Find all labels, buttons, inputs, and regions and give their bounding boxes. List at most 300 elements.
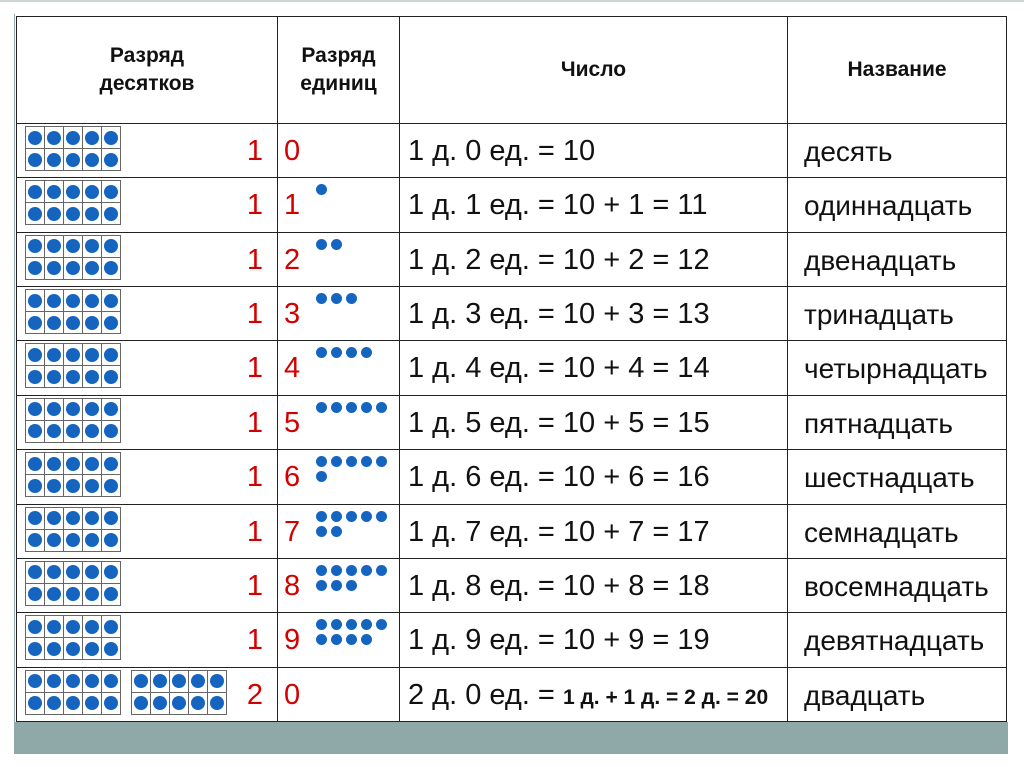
ten-dot bbox=[47, 185, 61, 199]
units-digit: 9 bbox=[284, 624, 301, 657]
header-row bbox=[17, 17, 1007, 124]
ten-dot bbox=[104, 696, 118, 710]
number-expression bbox=[408, 406, 710, 439]
ten-dot bbox=[85, 402, 99, 416]
ten-dot bbox=[85, 674, 99, 688]
table-row bbox=[17, 341, 1007, 395]
ten-dot bbox=[28, 674, 42, 688]
tens-digit: 1 bbox=[246, 135, 263, 167]
unit-dot bbox=[331, 347, 342, 358]
unit-dot bbox=[316, 184, 327, 195]
ten-dot bbox=[85, 457, 99, 471]
number-cell bbox=[400, 613, 788, 667]
units-digit: 8 bbox=[284, 569, 301, 602]
ten-dot bbox=[28, 642, 42, 656]
tens-digit: 1 bbox=[246, 298, 263, 331]
header-units: Разряд единиц bbox=[278, 17, 400, 124]
units-digit: 6 bbox=[284, 461, 301, 494]
ten-dot bbox=[85, 131, 99, 145]
unit-dot-group bbox=[316, 456, 389, 486]
ten-dot bbox=[85, 261, 99, 275]
unit-dot bbox=[361, 511, 372, 522]
name-cell bbox=[788, 124, 1007, 178]
ten-dot bbox=[28, 316, 42, 330]
unit-dot bbox=[331, 634, 342, 645]
unit-dot bbox=[361, 619, 372, 630]
unit-dot bbox=[316, 526, 327, 537]
ten-dot bbox=[47, 533, 61, 547]
ten-dot bbox=[47, 402, 61, 416]
left-divider bbox=[14, 14, 15, 722]
unit-dot bbox=[316, 347, 327, 358]
ten-dot-group bbox=[25, 507, 121, 552]
ten-dot bbox=[134, 674, 148, 688]
expression-text: 1 д. 9 ед. = 10 + 9 = 19 bbox=[408, 624, 710, 657]
ten-dot bbox=[28, 424, 42, 438]
numbers-table bbox=[16, 16, 1007, 722]
unit-dot bbox=[316, 239, 327, 250]
number-expression bbox=[408, 137, 595, 166]
ten-dot-group bbox=[25, 452, 121, 497]
number-name: девятнадцать bbox=[804, 625, 985, 657]
ten-dot bbox=[210, 696, 224, 710]
ten-dot bbox=[28, 207, 42, 221]
number-name: пятнадцать bbox=[804, 407, 953, 439]
number-cell bbox=[400, 124, 788, 178]
unit-dot bbox=[346, 293, 357, 304]
number-expression bbox=[408, 354, 710, 383]
ten-dot bbox=[104, 131, 118, 145]
units-cell bbox=[278, 613, 400, 667]
ten-dot bbox=[134, 696, 148, 710]
ten-dot bbox=[66, 131, 80, 145]
number-cell bbox=[400, 395, 788, 449]
ten-dot bbox=[85, 479, 99, 493]
ten-dot-group bbox=[25, 561, 121, 606]
ten-dot bbox=[104, 370, 118, 384]
ten-dot bbox=[28, 479, 42, 493]
tens-digit: 2 bbox=[246, 678, 263, 711]
ten-dot bbox=[191, 674, 205, 688]
units-cell bbox=[278, 341, 400, 395]
ten-dot bbox=[47, 457, 61, 471]
tens-cell bbox=[17, 287, 278, 341]
ten-dot bbox=[85, 587, 99, 601]
ten-dot bbox=[47, 153, 61, 167]
name-cell bbox=[788, 178, 1007, 232]
unit-dot-group bbox=[316, 511, 389, 541]
ten-dot bbox=[66, 587, 80, 601]
ten-dot bbox=[28, 457, 42, 471]
tens-digit: 1 bbox=[246, 406, 263, 439]
number-name: восемнадцать bbox=[804, 570, 989, 602]
table-row bbox=[17, 124, 1007, 178]
table-row bbox=[17, 178, 1007, 232]
ten-dot bbox=[47, 674, 61, 688]
tens-digit: 1 bbox=[246, 352, 263, 385]
ten-dot bbox=[66, 316, 80, 330]
tens-digit: 1 bbox=[246, 461, 263, 494]
ten-dot bbox=[28, 239, 42, 253]
number-expression bbox=[408, 569, 710, 602]
number-cell bbox=[400, 341, 788, 395]
ten-dot bbox=[47, 587, 61, 601]
number-cell bbox=[400, 504, 788, 558]
unit-dot bbox=[331, 239, 342, 250]
number-name: одиннадцать bbox=[804, 190, 973, 222]
expression-text: 1 д. 8 ед. = 10 + 8 = 18 bbox=[408, 569, 710, 602]
ten-dot bbox=[104, 642, 118, 656]
ten-dot bbox=[28, 370, 42, 384]
ten-dot-group bbox=[25, 126, 121, 171]
ten-dot bbox=[104, 239, 118, 253]
units-cell bbox=[278, 395, 400, 449]
ten-dot bbox=[66, 479, 80, 493]
ten-dot bbox=[47, 370, 61, 384]
unit-dot bbox=[346, 402, 357, 413]
ten-dot bbox=[47, 479, 61, 493]
units-cell bbox=[278, 558, 400, 612]
ten-dot bbox=[85, 642, 99, 656]
unit-dot bbox=[361, 456, 372, 467]
unit-dot bbox=[361, 634, 372, 645]
name-cell bbox=[788, 558, 1007, 612]
ten-dot bbox=[28, 153, 42, 167]
ten-dot bbox=[47, 316, 61, 330]
ten-dot bbox=[66, 239, 80, 253]
units-cell bbox=[278, 232, 400, 286]
tens-cell bbox=[17, 395, 278, 449]
units-digit: 0 bbox=[284, 678, 301, 711]
ten-dot bbox=[104, 316, 118, 330]
ten-dot bbox=[66, 424, 80, 438]
ten-dot bbox=[28, 348, 42, 362]
units-digit: 5 bbox=[284, 406, 301, 439]
table-row bbox=[17, 395, 1007, 449]
table-row bbox=[17, 450, 1007, 504]
ten-dot bbox=[104, 511, 118, 525]
unit-dot bbox=[331, 293, 342, 304]
unit-dot bbox=[316, 565, 327, 576]
tens-cell bbox=[17, 504, 278, 558]
ten-dot bbox=[104, 533, 118, 547]
ten-dot bbox=[85, 348, 99, 362]
ten-dot bbox=[47, 131, 61, 145]
tens-cell bbox=[17, 178, 278, 232]
name-cell bbox=[788, 232, 1007, 286]
ten-dot bbox=[85, 424, 99, 438]
tens-cell bbox=[17, 613, 278, 667]
number-cell bbox=[400, 450, 788, 504]
number-expression bbox=[408, 678, 769, 711]
ten-dot bbox=[153, 674, 167, 688]
unit-dot bbox=[376, 456, 387, 467]
ten-dot-group bbox=[25, 343, 121, 388]
ten-dot bbox=[85, 239, 99, 253]
unit-dot bbox=[346, 565, 357, 576]
unit-dot bbox=[346, 456, 357, 467]
unit-dot bbox=[331, 511, 342, 522]
number-name: четырнадцать bbox=[804, 353, 988, 385]
expression-extra: 1 д. + 1 д. = 2 д. = 20 bbox=[562, 685, 769, 709]
expression-text: 1 д. 3 ед. = 10 + 3 = 13 bbox=[408, 298, 710, 331]
ten-dot bbox=[66, 642, 80, 656]
ten-dot bbox=[47, 642, 61, 656]
ten-dot bbox=[85, 207, 99, 221]
unit-dot bbox=[331, 526, 342, 537]
tens-digit: 1 bbox=[246, 569, 263, 602]
ten-dot bbox=[104, 620, 118, 634]
ten-dot bbox=[104, 348, 118, 362]
expression-text: 1 д. 7 ед. = 10 + 7 = 17 bbox=[408, 515, 710, 548]
units-digit: 1 bbox=[284, 189, 301, 222]
unit-dot bbox=[361, 402, 372, 413]
ten-dot bbox=[85, 316, 99, 330]
number-expression bbox=[408, 300, 710, 329]
ten-dot bbox=[85, 511, 99, 525]
unit-dot bbox=[316, 634, 327, 645]
unit-dot bbox=[361, 347, 372, 358]
ten-dot bbox=[104, 424, 118, 438]
ten-dot-group bbox=[25, 180, 121, 225]
tens-digit: 1 bbox=[246, 243, 263, 276]
unit-dot-group bbox=[316, 239, 389, 254]
unit-dot-group bbox=[316, 565, 389, 595]
unit-dot bbox=[331, 580, 342, 591]
top-divider bbox=[0, 0, 1024, 2]
ten-dot bbox=[47, 511, 61, 525]
ten-dot bbox=[66, 565, 80, 579]
units-digit: 3 bbox=[284, 298, 301, 331]
unit-dot bbox=[346, 347, 357, 358]
ten-dot bbox=[66, 620, 80, 634]
ten-dot bbox=[28, 533, 42, 547]
ten-dot bbox=[104, 402, 118, 416]
tens-digit: 1 bbox=[246, 189, 263, 222]
ten-dot-group bbox=[25, 670, 121, 715]
tens-cell bbox=[17, 341, 278, 395]
header-number: Число bbox=[400, 17, 788, 124]
units-digit: 2 bbox=[284, 243, 301, 276]
tens-cell bbox=[17, 558, 278, 612]
tens-cell bbox=[17, 124, 278, 178]
ten-dot bbox=[104, 565, 118, 579]
ten-dot bbox=[28, 185, 42, 199]
unit-dot bbox=[331, 456, 342, 467]
ten-dot bbox=[85, 294, 99, 308]
unit-dot-group bbox=[316, 619, 389, 649]
expression-text: 1 д. 5 ед. = 10 + 5 = 15 bbox=[408, 406, 710, 439]
ten-dot bbox=[66, 294, 80, 308]
bottom-band bbox=[14, 722, 1008, 754]
ten-dot bbox=[47, 565, 61, 579]
ten-dot bbox=[191, 696, 205, 710]
unit-dot bbox=[346, 580, 357, 591]
ten-dot-group bbox=[131, 670, 227, 715]
ten-dot bbox=[47, 261, 61, 275]
units-cell bbox=[278, 178, 400, 232]
ten-dot bbox=[66, 153, 80, 167]
unit-dot bbox=[316, 619, 327, 630]
ten-dot bbox=[28, 261, 42, 275]
number-expression bbox=[408, 243, 710, 276]
ten-dot bbox=[172, 696, 186, 710]
ten-dot bbox=[66, 261, 80, 275]
ten-dot-group bbox=[25, 289, 121, 334]
ten-dot bbox=[66, 370, 80, 384]
header-tens: Разряд десятков bbox=[17, 17, 278, 124]
ten-dot bbox=[104, 457, 118, 471]
number-name: двенадцать bbox=[804, 244, 957, 276]
number-name: двадцать bbox=[804, 679, 926, 711]
tens-digit: 1 bbox=[246, 515, 263, 548]
ten-dot bbox=[66, 674, 80, 688]
ten-dot bbox=[28, 131, 42, 145]
table-row bbox=[17, 667, 1007, 721]
table-body bbox=[17, 124, 1007, 722]
name-cell bbox=[788, 450, 1007, 504]
tens-cell bbox=[17, 232, 278, 286]
unit-dot bbox=[376, 511, 387, 522]
name-cell bbox=[788, 341, 1007, 395]
ten-dot bbox=[104, 674, 118, 688]
name-cell bbox=[788, 287, 1007, 341]
name-cell bbox=[788, 504, 1007, 558]
unit-dot bbox=[316, 402, 327, 413]
ten-dot bbox=[47, 207, 61, 221]
ten-dot bbox=[85, 565, 99, 579]
table-row bbox=[17, 558, 1007, 612]
ten-dot bbox=[104, 587, 118, 601]
ten-dot-group bbox=[25, 235, 121, 280]
number-expression bbox=[408, 515, 710, 548]
ten-dot bbox=[28, 696, 42, 710]
number-expression bbox=[408, 463, 710, 492]
ten-dot bbox=[104, 261, 118, 275]
unit-dot bbox=[346, 634, 357, 645]
units-cell bbox=[278, 504, 400, 558]
unit-dot bbox=[346, 511, 357, 522]
ten-dot bbox=[85, 153, 99, 167]
ten-dot bbox=[104, 207, 118, 221]
ten-dot bbox=[104, 153, 118, 167]
ten-dot bbox=[66, 511, 80, 525]
ten-dot bbox=[28, 620, 42, 634]
unit-dot bbox=[316, 580, 327, 591]
ten-dot bbox=[66, 696, 80, 710]
units-digit: 7 bbox=[284, 515, 301, 548]
number-cell bbox=[400, 178, 788, 232]
unit-dot bbox=[376, 619, 387, 630]
ten-dot bbox=[66, 533, 80, 547]
number-expression bbox=[408, 626, 710, 655]
number-name: тринадцать bbox=[804, 299, 954, 331]
number-name: семнадцать bbox=[804, 516, 959, 548]
ten-dot bbox=[28, 511, 42, 525]
ten-dot bbox=[28, 402, 42, 416]
ten-dot bbox=[28, 587, 42, 601]
number-cell bbox=[400, 558, 788, 612]
ten-dot bbox=[47, 294, 61, 308]
ten-dot bbox=[66, 185, 80, 199]
units-cell bbox=[278, 667, 400, 721]
ten-dot bbox=[66, 457, 80, 471]
ten-dot bbox=[210, 674, 224, 688]
ten-dot bbox=[66, 348, 80, 362]
name-cell bbox=[788, 667, 1007, 721]
units-cell bbox=[278, 450, 400, 504]
expression-text: 1 д. 6 ед. = 10 + 6 = 16 bbox=[408, 461, 710, 494]
number-expression bbox=[408, 191, 708, 220]
expression-text: 1 д. 1 ед. = 10 + 1 = 11 bbox=[408, 189, 708, 222]
unit-dot-group bbox=[316, 184, 389, 199]
table-row bbox=[17, 287, 1007, 341]
ten-dot bbox=[47, 424, 61, 438]
table-row bbox=[17, 613, 1007, 667]
ten-dot bbox=[85, 185, 99, 199]
unit-dot bbox=[376, 402, 387, 413]
expression-text: 2 д. 0 ед. = bbox=[408, 678, 563, 711]
ten-dot bbox=[104, 479, 118, 493]
unit-dot bbox=[316, 456, 327, 467]
unit-dot-group bbox=[316, 402, 389, 417]
tens-cell bbox=[17, 667, 278, 721]
ten-dot-group bbox=[25, 398, 121, 443]
expression-text: 1 д. 0 ед. = 10 bbox=[408, 135, 596, 167]
ten-dot bbox=[47, 348, 61, 362]
unit-dot bbox=[316, 471, 327, 482]
unit-dot bbox=[331, 619, 342, 630]
expression-text: 1 д. 2 ед. = 10 + 2 = 12 bbox=[408, 243, 710, 276]
unit-dot bbox=[331, 565, 342, 576]
units-cell bbox=[278, 287, 400, 341]
unit-dot-group bbox=[316, 293, 389, 308]
ten-dot-group bbox=[25, 615, 121, 660]
ten-dot bbox=[153, 696, 167, 710]
number-cell bbox=[400, 667, 788, 721]
unit-dot bbox=[316, 293, 327, 304]
number-cell bbox=[400, 232, 788, 286]
unit-dot-group bbox=[316, 347, 389, 362]
unit-dot bbox=[361, 565, 372, 576]
ten-dot bbox=[85, 533, 99, 547]
ten-dot bbox=[66, 207, 80, 221]
table-row bbox=[17, 504, 1007, 558]
number-cell bbox=[400, 287, 788, 341]
table-row bbox=[17, 232, 1007, 286]
ten-dot bbox=[85, 370, 99, 384]
ten-dot bbox=[104, 294, 118, 308]
ten-dot bbox=[47, 620, 61, 634]
unit-dot bbox=[376, 565, 387, 576]
ten-dot bbox=[28, 294, 42, 308]
number-name: шестнадцать bbox=[804, 462, 975, 494]
units-digit: 4 bbox=[284, 352, 301, 385]
ten-dot bbox=[85, 620, 99, 634]
units-cell bbox=[278, 124, 400, 178]
ten-dot bbox=[104, 185, 118, 199]
unit-dot bbox=[331, 402, 342, 413]
ten-dot bbox=[47, 696, 61, 710]
ten-dot bbox=[172, 674, 186, 688]
unit-dot bbox=[346, 619, 357, 630]
ten-dot bbox=[28, 565, 42, 579]
units-digit: 0 bbox=[284, 135, 301, 167]
name-cell bbox=[788, 613, 1007, 667]
expression-text: 1 д. 4 ед. = 10 + 4 = 14 bbox=[408, 352, 710, 385]
header-name: Название bbox=[788, 17, 1007, 124]
ten-dot bbox=[47, 239, 61, 253]
